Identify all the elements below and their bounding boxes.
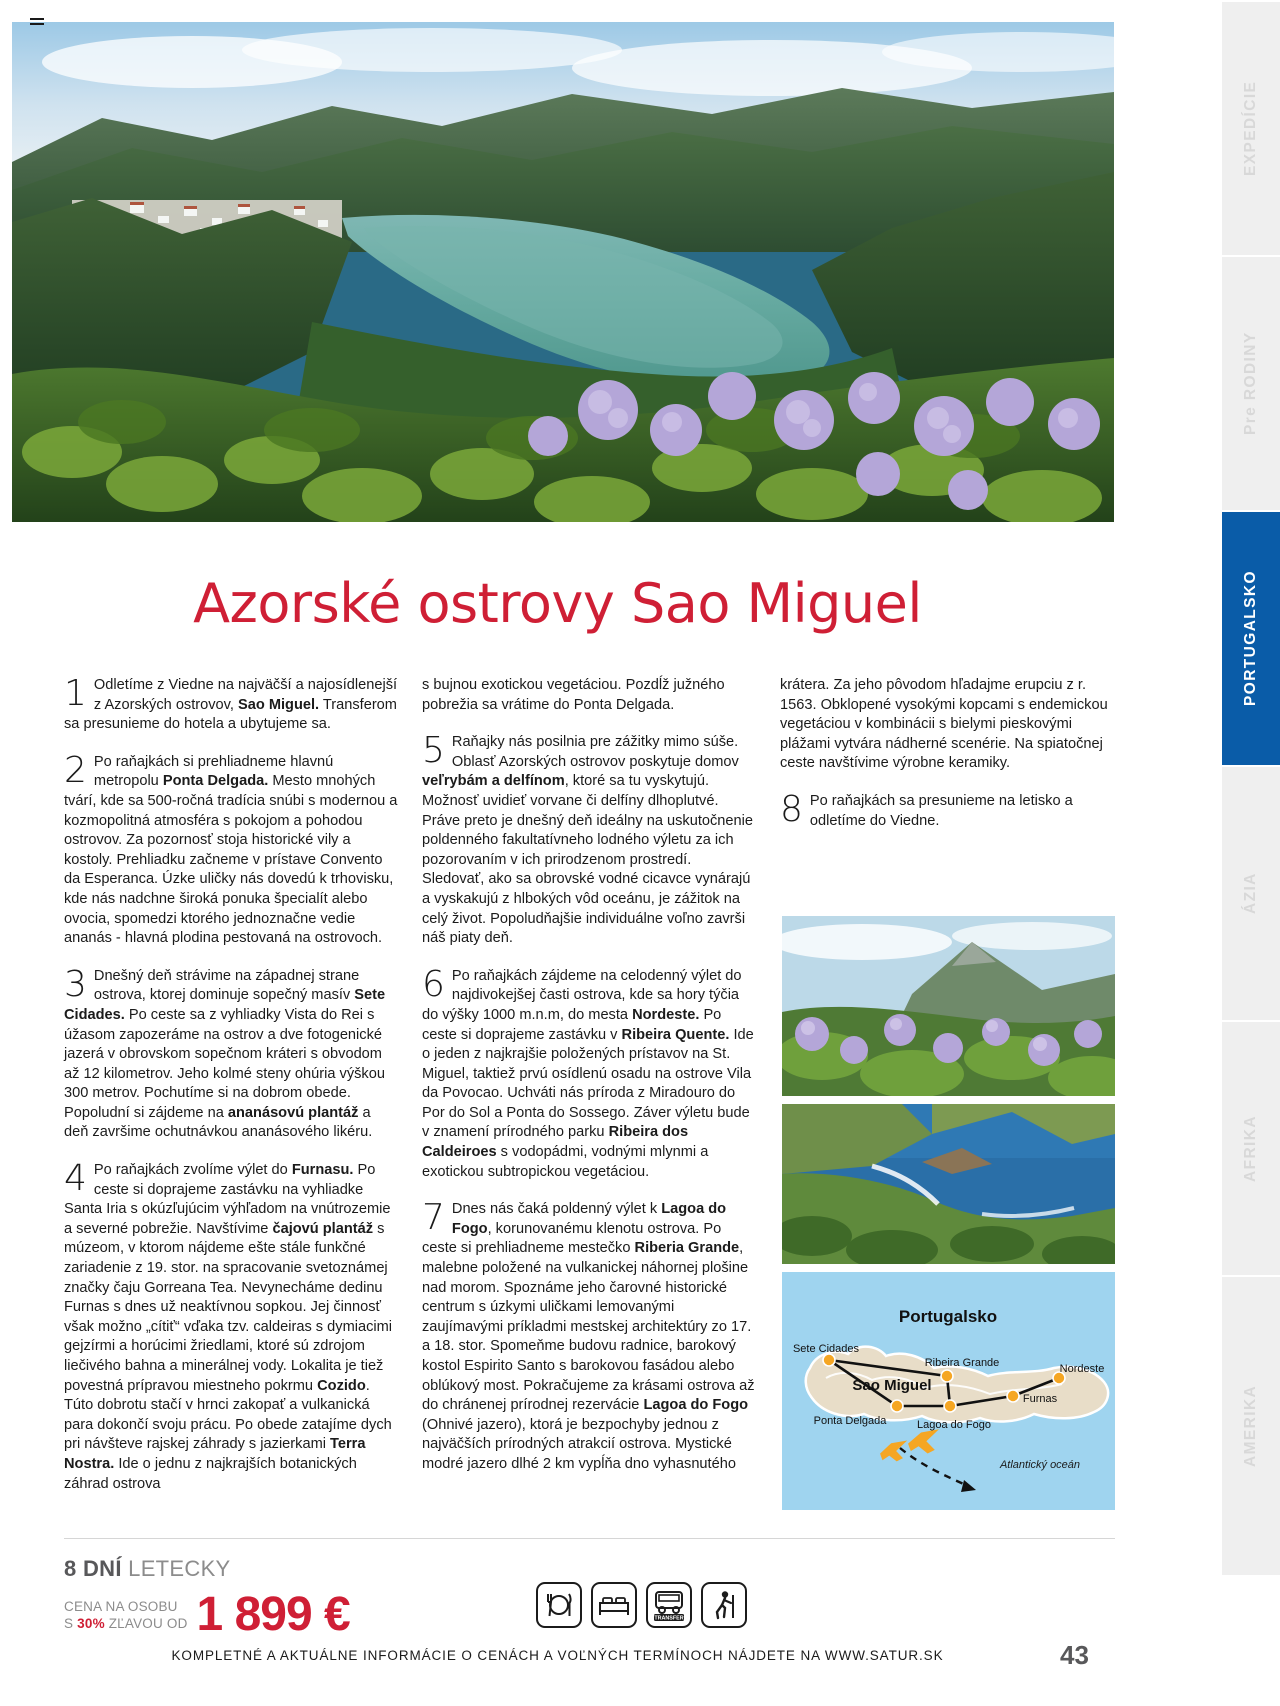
price-value: 1 899 € bbox=[196, 1588, 350, 1641]
page-title: Azorské ostrovy Sao Miguel bbox=[193, 572, 922, 635]
rail-tab-label: PORTUGALSKO bbox=[1242, 570, 1259, 707]
discount-badge: 30% bbox=[77, 1616, 105, 1631]
itinerary-day-3: 3 Dnešný deň strávime na západnej strane ostrova, ktorej dominuje sopečný masív Sete Cidades. Po ceste sa z vyhliadky Vista do Rei s úžasom zapozeráme na ostrov a dve fotogenické jazerá v obrovskom sopečnom kráteri s obvodom až 12 kilometrov. Jeho kolmé steny ohúria výškou 300 metrov. Pochutíme si na dobrom obede. Popoludní si zájdeme na ananásovú plantáž a deň završime ochutnávkou ananásového likéru. bbox=[64, 963, 386, 1141]
bed-icon bbox=[591, 1582, 637, 1628]
itinerary-day-1: 1 Odletíme z Viedne na najväčší a najosídlenejší z Azorských ostrovov, Sao Miguel. Transferom sa presunieme do hotela a ubytujeme sa. bbox=[64, 673, 398, 733]
rail-tab-label: ÁZIA bbox=[1242, 872, 1259, 915]
day-number: 2 bbox=[64, 749, 87, 791]
map-ocean-label: Atlantický oceán bbox=[999, 1459, 1081, 1471]
price-label bbox=[64, 1598, 188, 1632]
map-city-label: Lagoa do Fogo bbox=[916, 1419, 992, 1431]
meal-icon bbox=[536, 1582, 582, 1628]
itinerary-day-6: 6 Po raňajkách zájdeme na celodenný výlet do najdivokejšej časti ostrova, kde sa hory týčia do výšky 1000 m.n.m, do mesta Nordeste. Po ceste si doprajeme zastávku v Ribeira Quente. Ide o jeden z najkrajšie položených prístavov na St. Miguel, taktiež prvú osídlenú osadu na ostrove Vila da Povocao. Uchváti nás príroda z Miradouro do Por do Sol a Ponta do Sossego. Záver výletu bude v znamení prírodného parku Ribeira dos Caldeiroes s vodopádmi, vodnými mlynmi a exotickou subtropickou vegetáciou. bbox=[422, 963, 754, 1180]
day-number: 4 bbox=[64, 1158, 87, 1200]
map-city-label: Sete Cidades bbox=[792, 1343, 860, 1355]
day-number: 1 bbox=[64, 673, 87, 714]
map-country-label: Portugalsko bbox=[898, 1307, 998, 1326]
day-number: 6 bbox=[422, 963, 445, 1005]
hiking-icon bbox=[701, 1582, 747, 1628]
hero-photo-sete-cidades bbox=[12, 22, 1114, 522]
footer-note: KOMPLETNÉ A AKTUÁLNE INFORMÁCIE O CENÁCH A VOĽNÝCH TERMÍNOCH NÁJDETE NA WWW.SATUR.SK bbox=[171, 1648, 944, 1663]
itinerary-day-4: 4 Po raňajkách zvolíme výlet do Furnasu. Po ceste si doprajeme zastávku na vyhliadke Santa Iria s okúzľujúcim výhľadom na vnútrozemie a severné pobrežie. Navštívime čajovú plantáž s múzeom, v ktorom nájdeme ešte stále funkčné zariadenie z 19. stor. na spracovanie svetoznámej značky čaju Gorreana Tea. Nevynecháme dedinu Furnas s dnes už neaktívnou sopkou. Jej činnosť však možno „cítiť“ vďaka tzv. caldeiras s dymiacimi gejzírmi a horúcimi žriedlami, ktoré sú zdrojom liečivého bahna a minerálnej vody. Lokalita je tiež povestná prípravou miestneho pokrmu Cozido. Túto dobrotu stačí v hrnci zakopať a vulkanická para dokončí svoju prácu. Po obede zatajíme dych pri návšteve rajskej záhrady s jazierkami Terra Nostra. Ide o jednu z najkrajších botanických záhrad ostrova bbox=[64, 1158, 393, 1492]
day-number: 8 bbox=[780, 788, 803, 830]
photo-hydrangeas-volcano bbox=[782, 916, 1115, 1096]
rail-tab-label: Pre RODINY bbox=[1242, 331, 1259, 436]
rail-tab-ázia[interactable] bbox=[1222, 765, 1280, 1020]
price-label-pre: S bbox=[64, 1616, 78, 1631]
map-city-label: Ribeira Grande bbox=[924, 1357, 1000, 1369]
rail-tab-label: AFRIKA bbox=[1242, 1115, 1259, 1182]
itinerary-day-7: 7 Dnes nás čaká poldenný výlet k Lagoa do Fogo, korunovanému klenotu ostrova. Po ceste si prehliadneme mestečko Riberia Grande, malebne položené na vulkanickej náhornej plošine nad morom. Spoznáme jeho čarovné historické centrum s úzkymi uličkami lemovanými zaujímavými príkladmi mestskej architektúry zo 17. a 18. stor. Spomeňme budovu radnice, barokový kostol Espirito Santo s barokovou fasádou alebo oblúkový most. Pokračujeme za krásami ostrova až do chránenej prírodnej rezervácie Lagoa do Fogo (Ohnivé jazero), ktorá je bezpochyby jednou z najväčších prírodných atrakcií ostrova. Mystické modré jazero dlhé 2 km vypĺňa dno vyhasnutého bbox=[422, 1197, 755, 1472]
price-label-line2 bbox=[64, 1615, 188, 1632]
column-2 bbox=[422, 676, 756, 1472]
rail-tab-pre-rodiny[interactable] bbox=[1222, 255, 1280, 510]
photo-coastline-bay bbox=[782, 1104, 1115, 1264]
duration-days: 8 DNÍ bbox=[64, 1556, 122, 1581]
itinerary-day-2: 2 Po raňajkách si prehliadneme hlavnú metropolu Ponta Delgada. Mesto mnohých tvárí, kde sa 500-ročná tradícia snúbi s modernou a kozmopolitná atmosféra s pokojom a pohodou ostrovov. Za pozornosť stoja historické vily a kostoly. Prehliadku začneme v prístave Convento da Esperanca. Úzke uličky nás dovedú k trhovisku, kde nás nadchne široká ponuka špecialít alebo ovocia, spomedzi ktorého jednoznačne vedie ananás - hlavná plodina pestovaná na ostrovoch. bbox=[64, 749, 398, 947]
price-label-post: ZĽAVOU OD bbox=[104, 1616, 188, 1631]
transfer-bus-icon bbox=[646, 1582, 692, 1628]
route-map bbox=[782, 1272, 1115, 1510]
included-services-icons bbox=[536, 1582, 747, 1628]
itinerary-paragraph-cont: s bujnou exotickou vegetáciou. Pozdĺž južného pobrežia sa vrátime do Ponta Delgada. bbox=[422, 677, 725, 713]
bottom-divider bbox=[64, 1538, 1115, 1539]
map-city-label: Nordeste bbox=[1059, 1363, 1105, 1375]
map-city-label: Ponta Delgada bbox=[813, 1415, 887, 1427]
duration-line bbox=[64, 1556, 774, 1582]
rail-tab-amerika[interactable] bbox=[1222, 1275, 1280, 1575]
map-city-label: Furnas bbox=[1022, 1393, 1058, 1405]
duration-transport: LETECKY bbox=[121, 1556, 231, 1581]
rail-tab-expedície[interactable] bbox=[1222, 0, 1280, 255]
page-number: 43 bbox=[1060, 1640, 1089, 1670]
rail-tab-afrika[interactable] bbox=[1222, 1020, 1280, 1275]
day-number: 5 bbox=[422, 730, 445, 772]
section-tab-rail bbox=[1222, 0, 1280, 1706]
map-island-label: Sao Miguel bbox=[852, 1377, 932, 1394]
day-number: 7 bbox=[422, 1197, 445, 1239]
itinerary-day-8: 8 Po raňajkách sa presunieme na letisko a odletíme do Viedne. bbox=[780, 788, 1073, 830]
column-1 bbox=[64, 673, 398, 1492]
itinerary-paragraph-cont: krátera. Za jeho pôvodom hľadajme erupciu z r. 1563. Obklopené vysokými kopcami s endemickou vegetáciou v kombinácii s bielymi pieskovými plážami vytvára nádherné scenérie. Na spiatočnej ceste navštívime výrobne keramiky. bbox=[780, 677, 1108, 772]
itinerary-day-5: 5 Raňajky nás posilnia pre zážitky mimo súše. Oblasť Azorských ostrovov poskytuje domov veľrybám a delfínom, ktoré sa tu vyskytujú. Možnosť uvidieť vorvane či delfíny dlhoplutvé. Práve preto je dnešný deň ideálny na uskutočnenie poldenného fakultatívneho lodného výletu za ich pozorovaním v ich prirodzenom prostredí. Sledovať, ako sa obrovské vodné cicavce vynárajú a vyskakujú z hlbokých vôd oceánu, je zážitok na celý život. Popoludňajšie individuálne voľno završi náš piaty deň. bbox=[422, 730, 754, 947]
price-label-line1: CENA NA OSOBU bbox=[64, 1599, 178, 1614]
svg-text:TRANSFER: TRANSFER bbox=[654, 1615, 684, 1621]
day-number: 3 bbox=[64, 963, 87, 1005]
rail-tab-portugalsko[interactable] bbox=[1222, 510, 1280, 765]
rail-tab-label: AMERIKA bbox=[1242, 1384, 1259, 1468]
rail-tab-label: EXPEDÍCIE bbox=[1242, 80, 1259, 177]
crop-mark-icon bbox=[30, 18, 44, 28]
